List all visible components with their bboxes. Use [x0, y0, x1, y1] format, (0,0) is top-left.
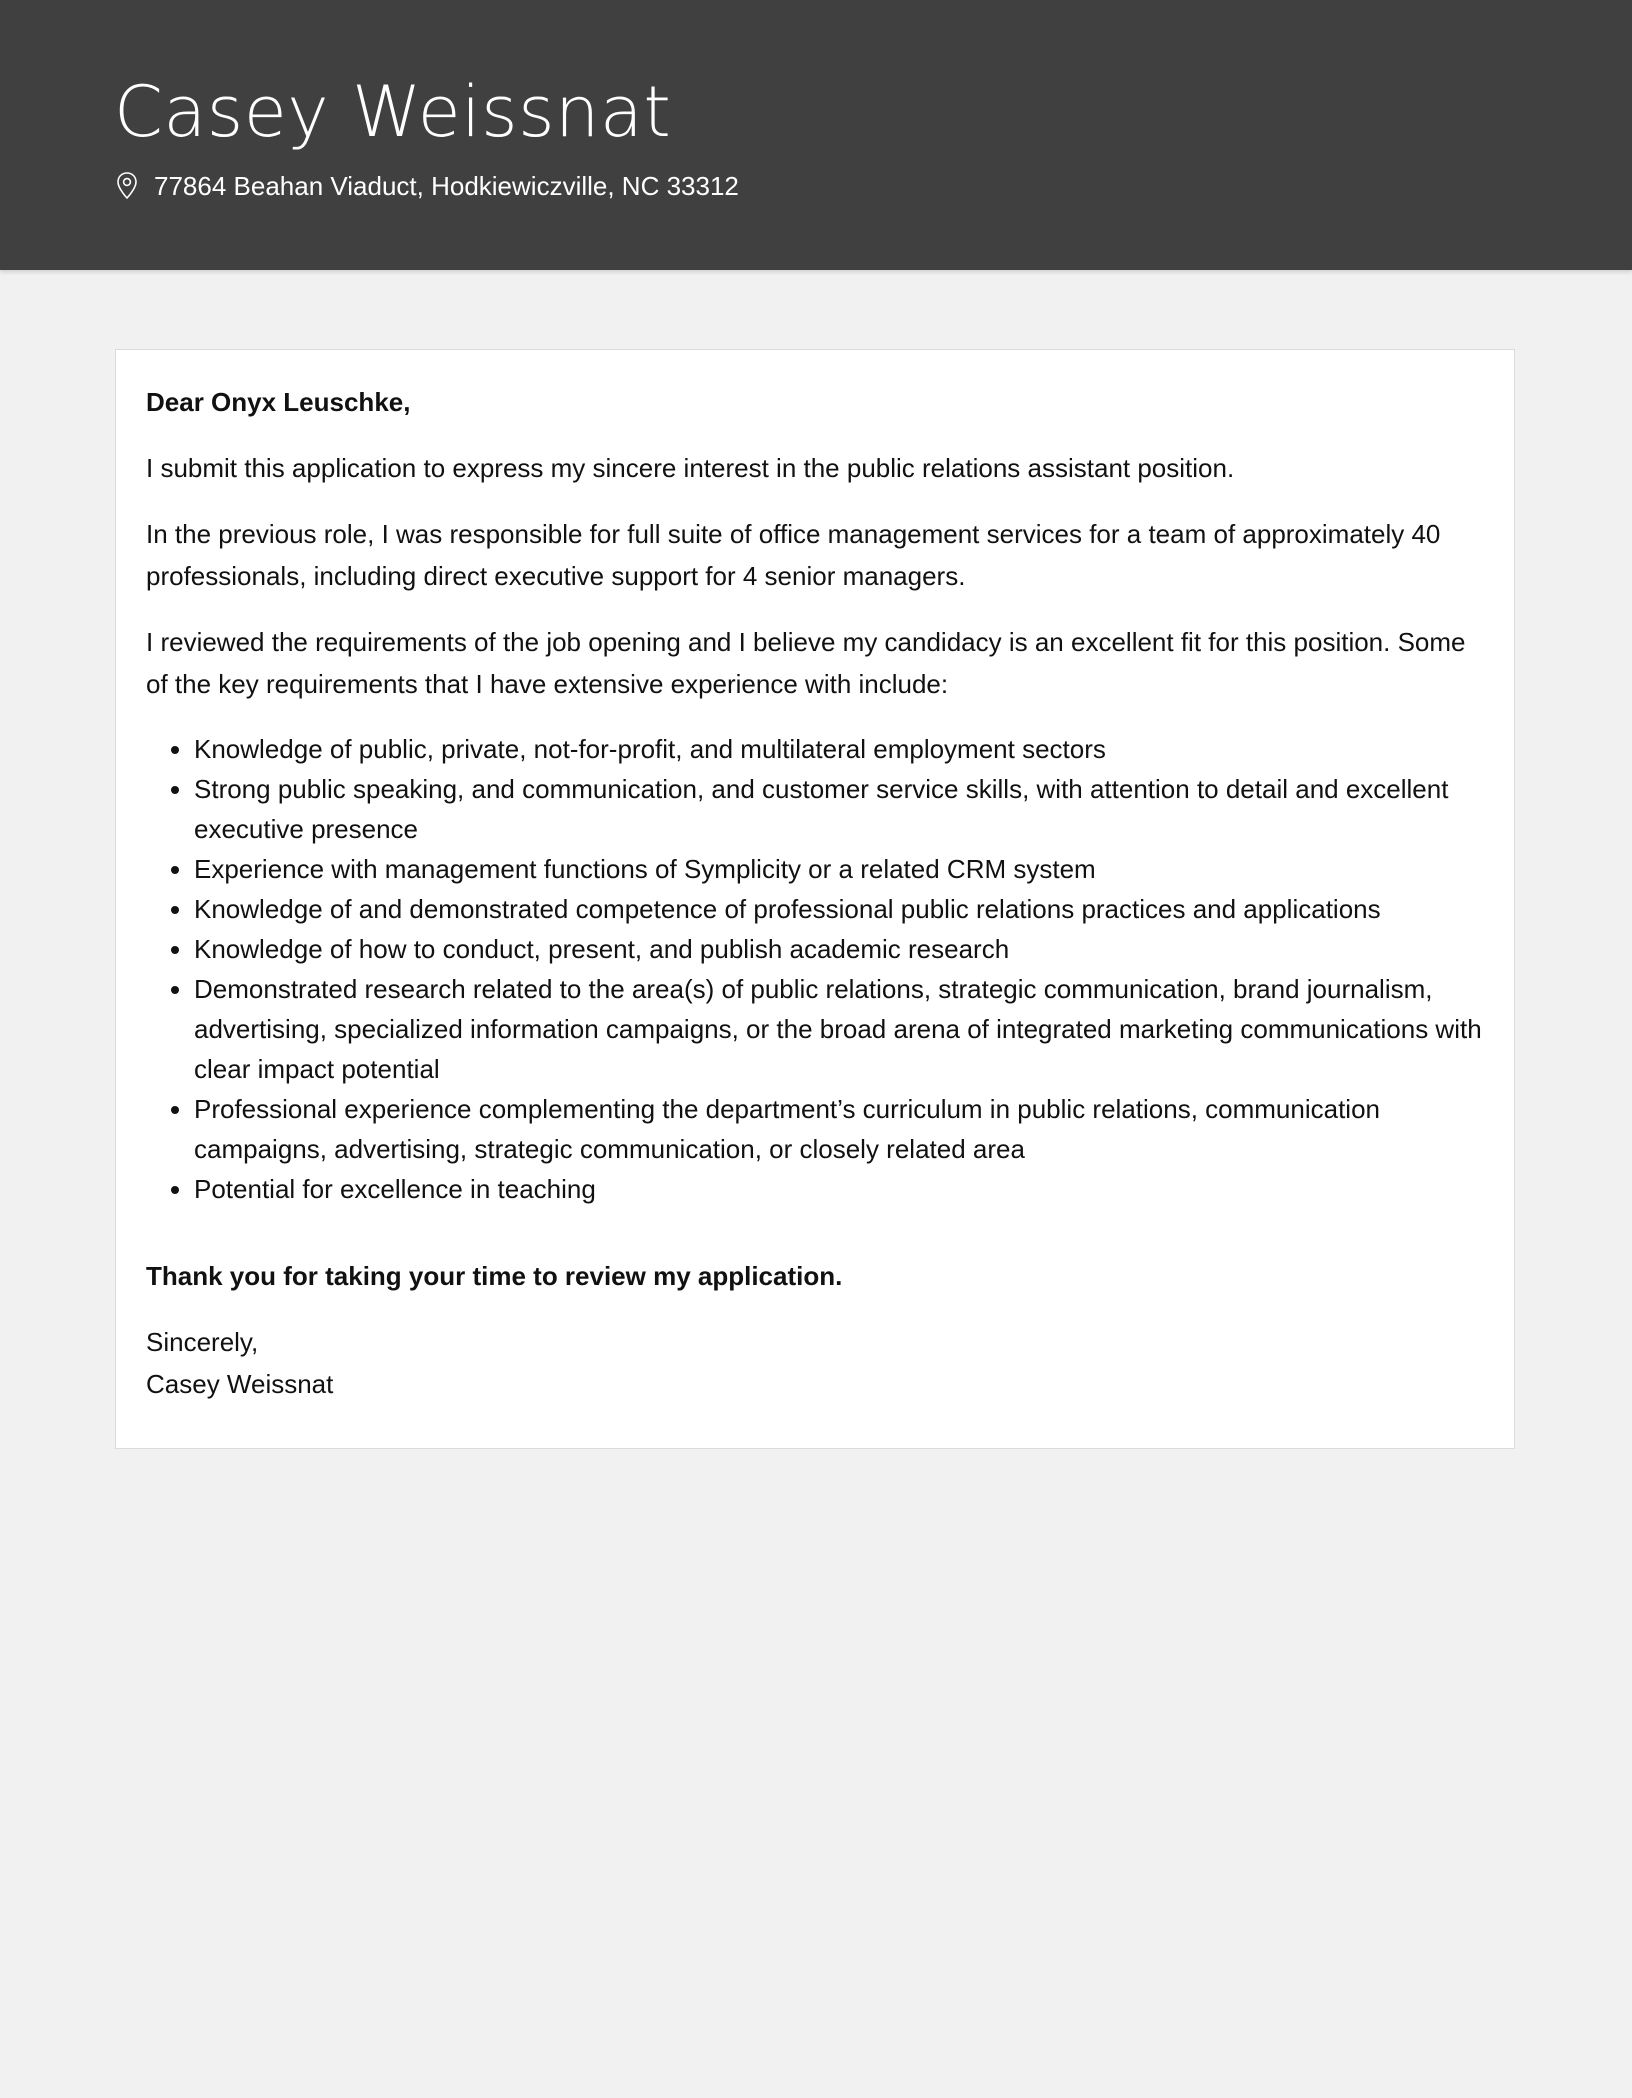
list-item: • Potential for excellence in teaching — [194, 1169, 1484, 1209]
list-item: • Demonstrated research related to the area(s) of public relations, strategic communication, brand journalism, advertising, specialized information campaigns, or the broad arena of integrated marketing communications with clear impact potential — [194, 969, 1484, 1089]
list-item: • Knowledge of how to conduct, present, and publish academic research — [194, 929, 1484, 969]
requirements-list — [146, 729, 1484, 1209]
intro-paragraph: I submit this application to express my sincere interest in the public relations assistant position. — [146, 453, 1235, 483]
list-item: • Experience with management functions of Symplicity or a related CRM system — [194, 849, 1484, 889]
previous-role-paragraph: In the previous role, I was responsible for full suite of office management services for a team of approximately 40 professionals, including direct executive support for 4 senior managers. — [146, 519, 1441, 591]
list-item: • Strong public speaking, and communication, and customer service skills, with attention to detail and excellent executive presence — [194, 769, 1484, 849]
list-item: • Professional experience complementing the department’s curriculum in public relations, communication campaigns, advertising, strategic communication, or closely related area — [194, 1089, 1484, 1169]
closing-line: Sincerely, — [146, 1327, 259, 1357]
map-pin-icon — [114, 171, 140, 201]
requirements-intro-paragraph: I reviewed the requirements of the job opening and I believe my candidacy is an excellent fit for this position. Some of the key requirements that I have extensive experience with include: — [146, 627, 1466, 699]
salutation: Dear Onyx Leuschke, — [146, 387, 411, 417]
address-line — [114, 166, 739, 206]
applicant-name: Casey Weissnat — [114, 71, 672, 153]
list-item: • Knowledge of and demonstrated competence of professional public relations practices and applications — [194, 889, 1484, 929]
address-text: 77864 Beahan Viaduct, Hodkiewiczville, NC 33312 — [154, 170, 739, 201]
header-banner — [0, 0, 1632, 270]
signoff-block — [146, 1321, 1484, 1405]
thank-you-line: Thank you for taking your time to review my application. — [146, 1261, 843, 1291]
signature-name: Casey Weissnat — [146, 1369, 334, 1399]
list-item: • Knowledge of public, private, not-for-profit, and multilateral employment sectors — [194, 729, 1484, 769]
letter-card — [115, 349, 1515, 1449]
